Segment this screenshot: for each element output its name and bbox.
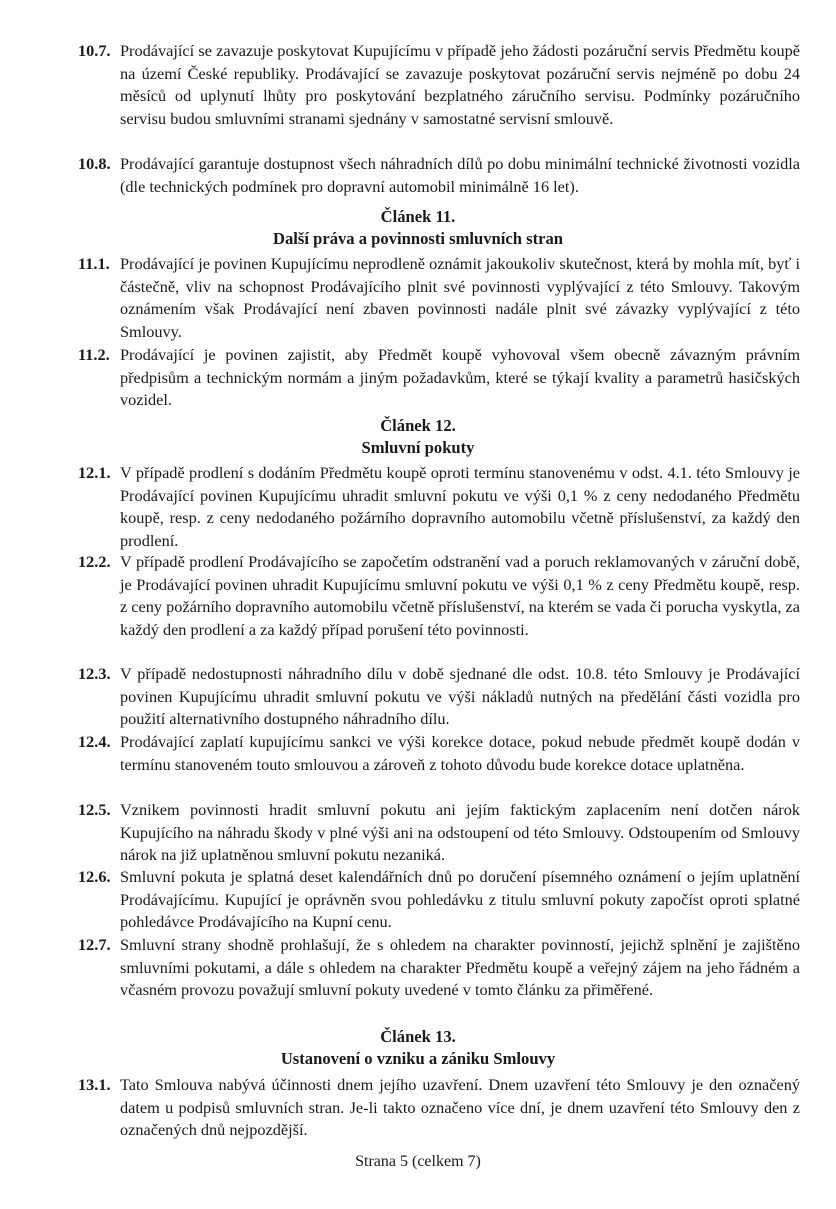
- page-footer: Strana 5 (celkem 7): [355, 1153, 481, 1170]
- paragraph-12-2: [78, 551, 800, 641]
- paragraph-12-1: [78, 462, 800, 552]
- paragraph-text: Smluvní strany shodně prohlašují, že s ohledem na charakter povinností, jejichž splnění je zajištěno smluvními pokutami, a dále s ohledem na charakter Předmětu koupě a veřejný zájem na jeho řádném a včasném provozu považují smluvní pokuty uvedené v tomto článku za přiměřené.: [120, 935, 800, 1000]
- paragraph-text: Prodávající je povinen Kupujícímu neprodleně oznámit jakoukoliv skutečnost, která by mohla mít, byť i částečně, vliv na schopnost Prodávajícího plnit své povinnosti vyplývající z této Smlouvy. Takovým oznámením však Prodávající není zbaven povinnosti nadále plnit své závazky vyplývající z této Smlouvy.: [120, 254, 800, 341]
- article-number: Článek 12.: [380, 416, 456, 435]
- paragraph-number: 12.3.: [78, 664, 111, 683]
- paragraph-text: Prodávající zaplatí kupujícímu sankci ve výši korekce dotace, pokud nebude předmět koupě dodán v termínu stanoveném touto smlouvou a zároveň z tohoto důvodu bude korekce dotace uplatněna.: [120, 732, 800, 774]
- paragraph-number: 11.1.: [78, 254, 110, 273]
- paragraph-11-1: [78, 253, 800, 343]
- paragraph-text: Prodávající se zavazuje poskytovat Kupujícímu v případě jeho žádosti pozáruční servis Předmětu koupě na území České republiky. Prodávající se zavazuje poskytovat pozáruční servis nejméně po dobu 24 měsíců od uplynutí lhůty pro poskytování bezplatného záručního servisu. Podmínky pozáručního servisu budou smluvními stranami sjednány v samostatné servisní smlouvě.: [120, 41, 800, 128]
- paragraph-12-3: [78, 663, 800, 731]
- paragraph-12-6: [78, 866, 800, 934]
- paragraph-number: 13.1.: [78, 1075, 111, 1094]
- paragraph-10-7: [78, 40, 800, 130]
- article-title: Smluvní pokuty: [361, 438, 475, 457]
- article-title: Další práva a povinnosti smluvních stran: [273, 229, 563, 248]
- paragraph-number: 12.7.: [78, 935, 111, 954]
- paragraph-text: Vznikem povinnosti hradit smluvní pokutu ani jejím faktickým zaplacením není dotčen nárok Kupujícího na náhradu škody v plné výši ani na odstoupení od této Smlouvy. Odstoupením od Smlouvy nárok na již uplatněnou smluvní pokutu nezaniká.: [120, 800, 800, 865]
- paragraph-number: 12.6.: [78, 867, 111, 886]
- article-number: Článek 13.: [380, 1027, 456, 1046]
- paragraph-text: V případě nedostupnosti náhradního dílu v době sjednané dle odst. 10.8. této Smlouvy je Prodávající povinen Kupujícímu uhradit smluvní pokutu ve výši nákladů nutných na předělání části vozidla pro použití alternativního dostupného náhradního dílu.: [120, 664, 800, 729]
- paragraph-number: 10.8.: [78, 154, 111, 173]
- paragraph-text: V případě prodlení Prodávajícího se započetím odstranění vad a poruch reklamovaných v záruční době, je Prodávající povinen uhradit Kupujícímu smluvní pokutu ve výši 0,1 % z ceny Předmětu koupě, resp. z ceny požárního dopravního automobilu včetně příslušenství, na kterém se vada či porucha vyskytla, za každý den prodlení a za každý případ porušení této povinnosti.: [120, 552, 800, 639]
- paragraph-number: 11.2.: [78, 345, 110, 364]
- paragraph-11-2: [78, 344, 800, 412]
- paragraph-13-1: [78, 1074, 800, 1142]
- paragraph-10-8: [78, 153, 800, 198]
- paragraph-text: Smluvní pokuta je splatná deset kalendářních dnů po doručení písemného oznámení o jejím uplatnění Prodávajícímu. Kupující je oprávněn svou pohledávku z titulu smluvní pokuty započíst oproti splatné pohledávce Prodávajícího na Kupní cenu.: [120, 867, 800, 932]
- paragraph-text: V případě prodlení s dodáním Předmětu koupě oproti termínu stanovenému v odst. 4.1. této Smlouvy je Prodávající povinen Kupujícímu uhradit smluvní pokutu ve výši 0,1 % z ceny nedodaného Předmětu koupě, resp. z ceny nedodaného požárního dopravního automobilu včetně příslušenství, za každý den prodlení.: [120, 463, 800, 550]
- paragraph-12-4: [78, 731, 800, 776]
- paragraph-number: 12.4.: [78, 732, 111, 751]
- paragraph-number: 12.2.: [78, 552, 111, 571]
- paragraph-number: 12.1.: [78, 463, 111, 482]
- article-number: Článek 11.: [380, 207, 456, 226]
- paragraph-number: 12.5.: [78, 800, 111, 819]
- paragraph-text: Prodávající je povinen zajistit, aby Předmět koupě vyhovoval všem obecně závazným právním předpisům a technickým normám a jiným požadavkům, které se týkají kvality a parametrů hasičských vozidel.: [120, 345, 800, 410]
- paragraph-text: Tato Smlouva nabývá účinnosti dnem jejího uzavření. Dnem uzavření této Smlouvy je den označený datem u podpisů smluvních stran. Je-li takto označeno více dní, je dnem uzavření této Smlouvy den z označených dnů nejpozdější.: [120, 1075, 800, 1140]
- article-title: Ustanovení o vzniku a zániku Smlouvy: [280, 1049, 556, 1068]
- paragraph-text: Prodávající garantuje dostupnost všech náhradních dílů po dobu minimální technické životnosti vozidla (dle technických podmínek pro dopravní automobil minimálně 16 let).: [120, 154, 800, 196]
- paragraph-number: 10.7.: [78, 41, 111, 60]
- paragraph-12-7: [78, 934, 800, 1002]
- paragraph-12-5: [78, 799, 800, 867]
